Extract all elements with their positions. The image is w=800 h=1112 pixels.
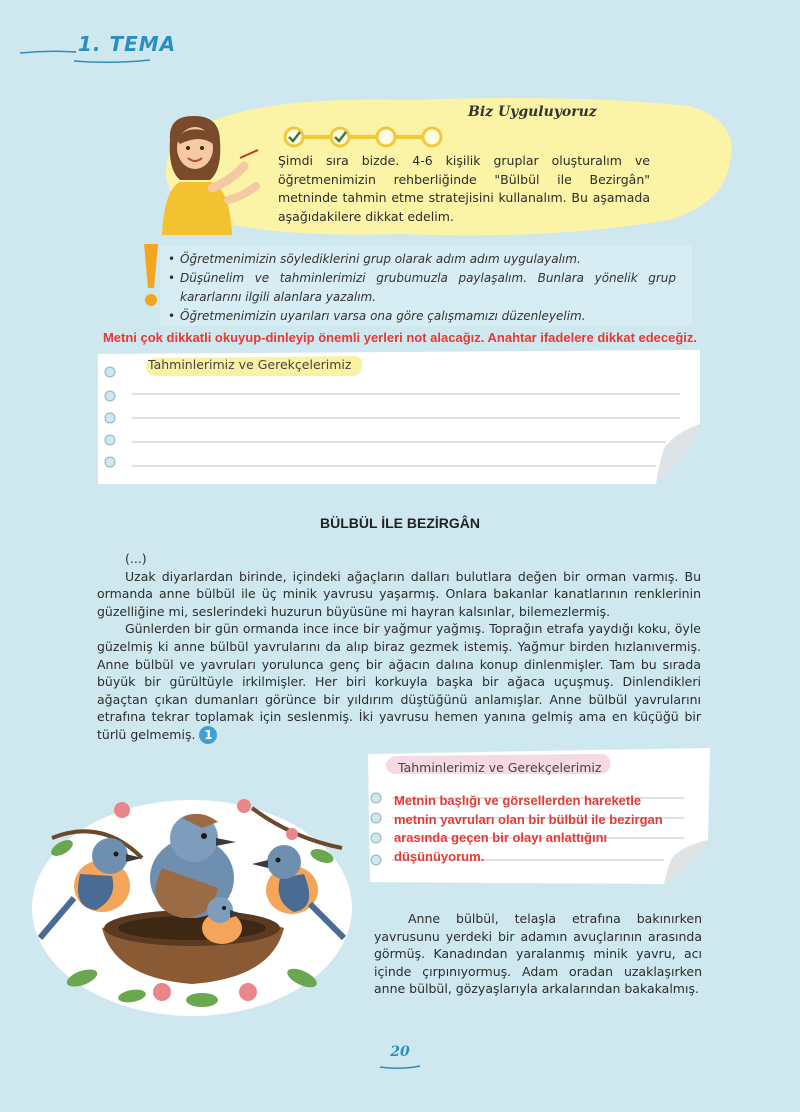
- exclamation-icon: [138, 240, 162, 310]
- instruction-item: • Düşünelim ve tahminlerimizi grubumuzla paylaşalım. Bunlara yönelik grup kararlarını ilgili alanlara yazalım.: [166, 269, 676, 307]
- progress-step: [285, 128, 303, 146]
- story-paragraph: [97, 620, 701, 744]
- prediction-card-title: Tahminlerimiz ve Gerekçelerimiz: [148, 357, 352, 372]
- teacher-note: Metni çok dikkatli okuyup-dinleyip önemli yerleri not alacağız. Anahtar ifadelere dikkat edeceğiz.: [102, 330, 698, 345]
- question-number-badge: 1: [199, 726, 217, 744]
- story-paragraph-text: Günlerden bir gün ormanda ince ince bir yağmur yağmış. Toprağın etrafa yaydığı koku, öyle güzelmiş ki anne bülbül yavrularını da alıp biraz gezmek istemiş. Yağmur birden hızlanıvermiş. Anne bülbül ve yavruları yorulunca genç bir ağacın dalına konup dinlenmişler. Tam bu sırada büyük bir gürültüyle irkilmişler. Her biri korkuyla başka bir ağaca uçuşmuş. Dinlendikleri ağaçtan çıkan dumanları görünce bir yıldırım düştüğünü anlamışlar. Anne bülbül yavrularını etrafına tekrar toplamak için seslenmiş. İki yavrusu hemen yanına gelmiş ama en küçüğü bir türlü gelmemiş.: [97, 621, 701, 742]
- progress-steps: [280, 124, 450, 150]
- progress-step: [377, 128, 395, 146]
- story-continuation: [374, 910, 702, 998]
- story-text: [97, 550, 701, 744]
- unit-title: 1. TEMA: [78, 32, 177, 56]
- bird-nest-illustration: [22, 778, 362, 1018]
- progress-step: [423, 128, 441, 146]
- instruction-list: [166, 250, 676, 326]
- tema-decor-line: [18, 48, 78, 56]
- tema-underline: [72, 58, 152, 64]
- instruction-item: • Öğretmenimizin uyarıları varsa ona göre çalışmamızı düzenleyelim.: [166, 307, 676, 326]
- story-paragraph: Uzak diyarlardan birinde, içindeki ağaçların dalları bulutlara değen bir orman varmış. Bu ormanda anne bülbül ile üç minik yavrusu yaşarmış. Onlara bakanlar kanatlarının renklerinin güzelliğine mi, seslerindeki huzurun büyüsüne mi hayran kalsınlar, bilemezlermiş.: [97, 568, 701, 619]
- story-paragraph: Anne bülbül, telaşla etrafına bakınırken yavrusunu yerdeki bir adamın avuçlarının arasında görmüş. Kanadından yaralanmış minik yavru, acı içinde çırpınıyormuş. Adam oradan uzaklaşırken anne bülbül, gözyaşlarıyla arkalarından bakakalmış.: [374, 911, 702, 997]
- activity-intro: Şimdi sıra bizde. 4-6 kişilik gruplar oluşturalım ve öğretmenimizin rehberliğinde "Bülbül ile Bezirgân" metninde tahmin etme stratejisini kullanalım. Bu aşamada aşağıdakilere dikkat edelim.: [278, 153, 650, 224]
- page-number-underline: [378, 1064, 422, 1070]
- story-ellipsis: (...): [125, 551, 147, 566]
- instruction-item: • Öğretmenimizin söylediklerini grup olarak adım adım uygulayalım.: [166, 250, 676, 269]
- activity-title: Biz Uyguluyoruz: [468, 104, 597, 120]
- progress-step: [331, 128, 349, 146]
- answer-card-text: Metnin başlığı ve görsellerden hareketle metnin yavruları olan bir bülbül ile bezirgan arasında geçen bir olayı anlattığını düşünüyorum.: [394, 793, 663, 864]
- story-title: BÜLBÜL İLE BEZİRGÂN: [320, 515, 480, 531]
- page-number: 20: [390, 1044, 410, 1060]
- girl-illustration: [140, 110, 260, 235]
- answer-card-title: Tahminlerimiz ve Gerekçelerimiz: [398, 760, 602, 775]
